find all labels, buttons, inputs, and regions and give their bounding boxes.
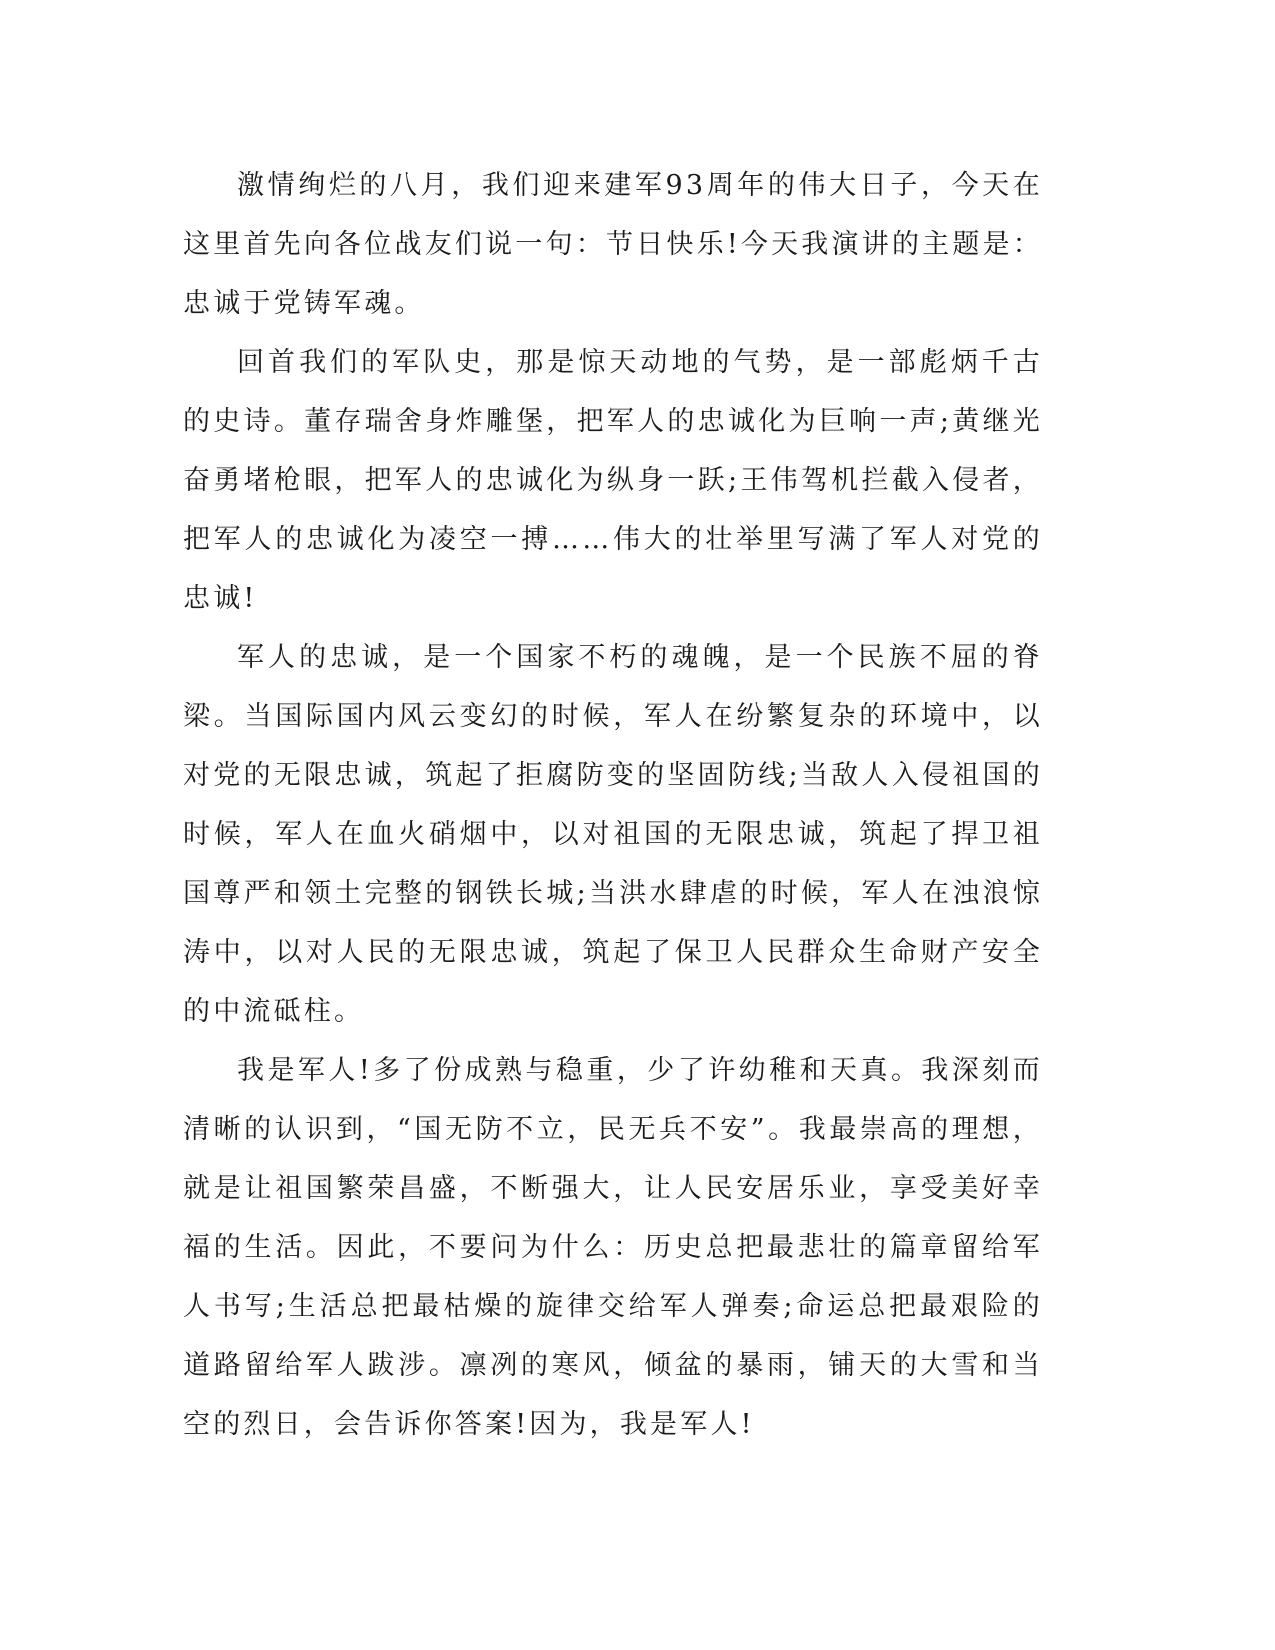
paragraph-4: 我是军人!多了份成熟与稳重，少了许幼稚和天真。我深刻而清晰的认识到，“国无防不立，民无兵不安”。我最崇高的理想，就是让祖国繁荣昌盛，不断强大，让人民安居乐业，享受美好幸福的生活。因此，不要问为什么：历史总把最悲壮的篇章留给军人书写;生活总把最枯燥的旋律交给军人弹奏;命运总把最艰险的道路留给军人跋涉。凛冽的寒风，倾盆的暴雨，铺天的大雪和当空的烈日，会告诉你答案!因为，我是军人! — [183, 1055, 1043, 1440]
paragraph-3: 军人的忠诚，是一个国家不朽的魂魄，是一个民族不屈的脊梁。当国际国内风云变幻的时候，军人在纷繁复杂的环境中，以对党的无限忠诚，筑起了拒腐防变的坚固防线;当敌人入侵祖国的时候，军人在血火硝烟中，以对祖国的无限忠诚，筑起了捍卫祖国尊严和领土完整的钢铁长城;当洪水肆虐的时候，军人在浊浪惊涛中，以对人民的无限忠诚，筑起了保卫人民群众生命财产安全的中流砥柱。 — [183, 642, 1043, 1027]
paragraph-1: 激情绚烂的八月，我们迎来建军93周年的伟大日子，今天在这里首先向各位战友们说一句：节日快乐!今天我演讲的主题是：忠诚于党铸军魂。 — [183, 170, 1043, 319]
paragraph-2: 回首我们的军队史，那是惊天动地的气势，是一部彪炳千古的史诗。董存瑞舍身炸雕堡，把军人的忠诚化为巨响一声;黄继光奋勇堵枪眼，把军人的忠诚化为纵身一跃;王伟驾机拦截入侵者，把军人的忠诚化为凌空一搏……伟大的壮举里写满了军人对党的忠诚! — [183, 347, 1043, 614]
document-body — [183, 156, 1043, 1454]
